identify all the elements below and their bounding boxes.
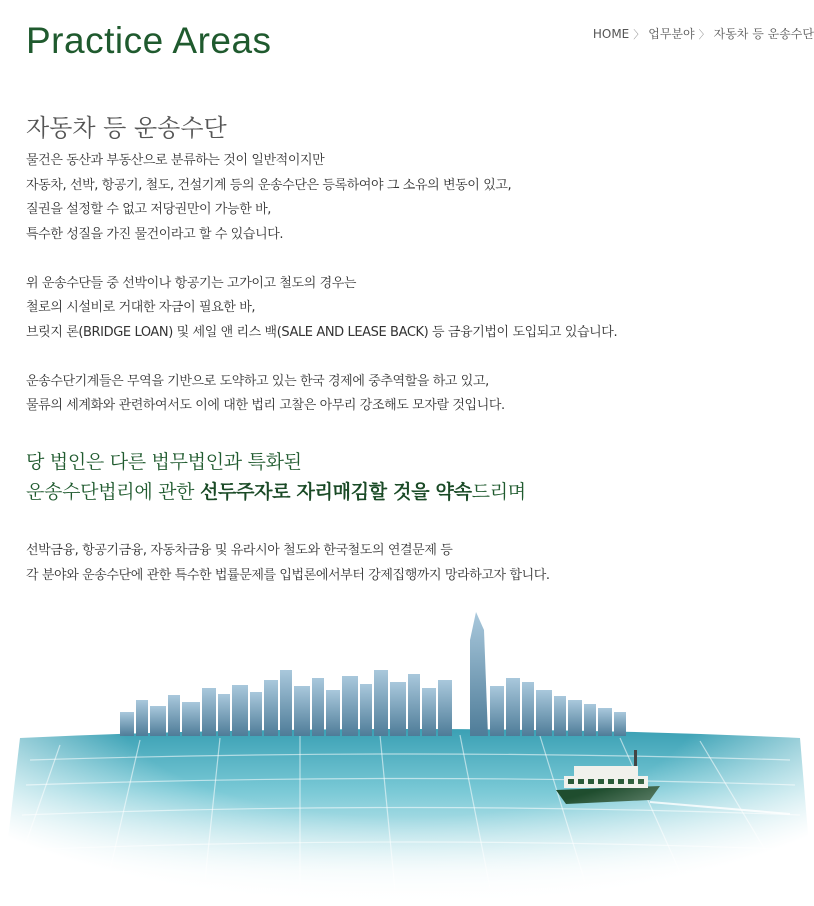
breadcrumb-practice-link[interactable]: 업무분야 <box>648 27 695 41</box>
text-line: 철로의 시설비로 거대한 자금이 필요한 바, <box>26 300 256 315</box>
highlight-line-2 <box>26 477 526 507</box>
closing-text <box>26 538 801 588</box>
text-line: 운송수단기계들은 무역을 기반으로 도약하고 있는 한국 경제에 중추역할을 하고 있고, <box>26 373 489 389</box>
text-line: 위 운송수단들 중 선박이나 항공기는 고가이고 철도의 경우는 <box>26 275 357 291</box>
highlight-line-1: 당 법인은 다른 법무법인과 특화된 <box>26 451 302 473</box>
section-title: 자동차 등 운송수단 <box>26 114 227 142</box>
text-line: 물건은 동산과 부동산으로 분류하는 것이 일반적이지만 <box>26 153 325 168</box>
text-line: 자동차, 선박, 항공기, 철도, 건설기계 등의 운송수단은 등록하여야 그 소유의 변동이 있고, <box>26 177 512 193</box>
breadcrumb-separator: 〉 <box>633 27 645 41</box>
breadcrumb-home-link[interactable]: HOME <box>592 26 630 41</box>
text-line: 각 분야와 운송수단에 관한 특수한 법률문제를 입법론에서부터 강제집행까지 망라하고자 합니다. <box>26 568 550 583</box>
breadcrumb <box>593 25 814 42</box>
highlight-statement <box>26 447 526 507</box>
paragraph <box>26 272 801 346</box>
paragraph <box>26 149 801 247</box>
text-line: 선박금융, 항공기금융, 자동차금융 및 유라시아 철도와 한국철도의 연결문제 등 <box>26 543 453 558</box>
text-line: 질권을 설정할 수 없고 저당권만이 가능한 바, <box>26 202 271 217</box>
breadcrumb-separator: 〉 <box>698 27 710 41</box>
page-title: Practice Areas <box>26 20 272 61</box>
breadcrumb-current: 자동차 등 운송수단 <box>713 27 814 41</box>
intro-text <box>26 149 801 443</box>
text-line: 특수한 성질을 가진 물건이라고 할 수 있습니다. <box>26 226 284 242</box>
text-line: 브릿지 론(BRIDGE LOAN) 및 세일 앤 리스 백(SALE AND LEASE BACK) 등 금융기법이 도입되고 있습니다. <box>26 324 618 340</box>
highlight-suffix: 드리며 <box>471 481 526 503</box>
highlight-prefix: 운송수단법리에 관한 <box>26 481 200 503</box>
city-harbor-image <box>0 600 814 906</box>
highlight-bold: 선두주자로 자리매김할 것을 약속 <box>199 481 472 503</box>
text-line: 물류의 세계화와 관련하여서도 이에 대한 법리 고찰은 아무리 강조해도 모자랄 것입니다. <box>26 398 505 413</box>
paragraph <box>26 370 801 419</box>
